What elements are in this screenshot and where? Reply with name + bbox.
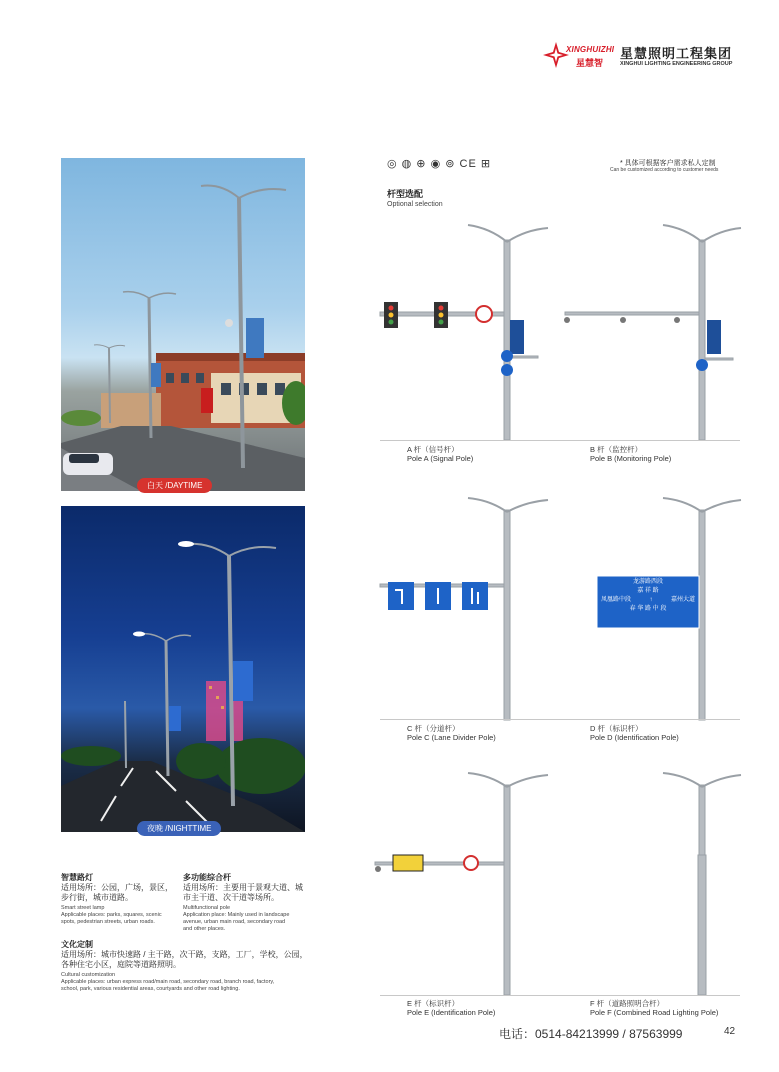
culture-places-en-2: school, park, various residential areas, courtyards and other road lighting. xyxy=(61,986,240,992)
nighttime-photo xyxy=(61,506,305,832)
pole-d-label-en: Pole D (Identification Pole) xyxy=(590,733,679,742)
daytime-photo xyxy=(61,158,305,491)
optional-title-cn: 杆型选配 xyxy=(387,189,424,199)
pole-d-ground xyxy=(565,719,740,720)
pole-c-label-cn: C 杆（分道杆） xyxy=(407,724,460,733)
sign-d-arrow-icon: ↑ xyxy=(649,597,653,603)
brand-name-en: XINGHUIZHI xyxy=(566,45,615,54)
nighttime-tag: 夜晚 /NIGHTTIME xyxy=(137,821,221,836)
page-number: 42 xyxy=(724,1026,736,1037)
pole-b-drawing xyxy=(565,220,745,440)
pole-e-label-cn: E 杆（标识杆） xyxy=(407,999,460,1008)
multi-pole-places-1: 适用场所：主要用于景观大道、城 xyxy=(183,883,303,892)
pole-b-label-en: Pole B (Monitoring Pole) xyxy=(590,454,672,463)
smart-lamp-title-en: Smart street lamp xyxy=(61,905,105,911)
pole-f-ground xyxy=(565,995,740,996)
pole-f-label-en: Pole F (Combined Road Lighting Pole) xyxy=(590,1008,719,1017)
culture-places-en-1: Applicable places: urban express road/main road, secondary road, branch road, factory, xyxy=(61,979,275,985)
sign-d-line2: 嘉 祥 路 xyxy=(637,588,659,594)
pole-c-drawing xyxy=(380,500,570,720)
pole-b-ground xyxy=(565,440,740,441)
smart-lamp-places-en-1: Applicable places: parks, squares, scenic xyxy=(61,912,162,918)
pole-a-drawing xyxy=(380,220,570,440)
footer-phone: 电话：0514-84213999 / 87563999 xyxy=(499,1027,683,1041)
pole-f-label-cn: F 杆（道路照明合杆） xyxy=(590,999,665,1008)
sign-d-line1: 龙游路西段 xyxy=(632,579,663,585)
sign-d-line4: 春 华 路 中 段 xyxy=(629,606,667,612)
smart-lamp-places-en-2: spots, pedestrian streets, urban roads. xyxy=(61,919,155,925)
pole-c-ground xyxy=(380,719,570,720)
multi-pole-places-en-2: avenue, urban main road, secondary road xyxy=(183,919,286,925)
culture-title-en: Cultural customization xyxy=(61,972,116,978)
optional-title-en: Optional selection xyxy=(387,201,443,208)
group-name-en: XINGHUI LIGHTING ENGINEERING GROUP xyxy=(620,61,733,67)
brand-name-cn: 星慧智 xyxy=(576,58,604,68)
multi-pole-places-en-3: and other places. xyxy=(183,926,226,932)
multi-pole-places-2: 市主干道、次干道等场所。 xyxy=(183,893,279,902)
custom-note-cn: * 具体可根据客户需求私人定制 xyxy=(620,160,716,167)
pole-a-label-en: Pole A (Signal Pole) xyxy=(407,454,474,463)
pole-b-label-cn: B 杆（监控杆） xyxy=(590,445,643,454)
pole-f-drawing xyxy=(565,775,745,995)
culture-title: 文化定制 xyxy=(61,940,93,949)
daytime-tag: 白天 /DAYTIME xyxy=(137,478,212,493)
smart-lamp-places-1: 适用场所：公园，广场，景区， xyxy=(61,883,173,892)
nighttime-scene xyxy=(61,506,305,832)
pole-e-ground xyxy=(380,995,570,996)
multi-pole-title: 多功能综合杆 xyxy=(183,873,231,882)
pole-a-ground xyxy=(380,440,570,441)
pole-c-label-en: Pole C (Lane Divider Pole) xyxy=(407,733,496,742)
custom-note-en: Can be customized according to customer needs xyxy=(610,167,719,173)
smart-lamp-title: 智慧路灯 xyxy=(61,873,93,882)
culture-places-2: 各种住宅小区，庭院等道路照明。 xyxy=(61,960,181,969)
pole-e-label-en: Pole E (Identification Pole) xyxy=(407,1008,496,1017)
sign-d-text xyxy=(597,578,699,614)
multi-pole-places-en-1: Application place: Mainly used in landscape xyxy=(183,912,290,918)
certification-icons: ◎ ◍ ⊕ ◉ ⊚ CE ⊞ xyxy=(387,158,492,170)
daytime-scene xyxy=(61,158,305,491)
sign-d-line3-left: 凤凰路中段 xyxy=(601,597,632,603)
pole-d-label-cn: D 杆（标识杆） xyxy=(590,724,643,733)
group-name-cn: 星慧照明工程集团 xyxy=(620,46,733,61)
sign-d-line3-right: 嘉州大道 xyxy=(670,597,695,603)
pole-e-drawing xyxy=(375,775,570,995)
pole-a-label-cn: A 杆（信号杆） xyxy=(407,445,459,454)
smart-lamp-places-2: 步行街，城市道路。 xyxy=(61,893,133,902)
culture-places-1: 适用场所：城市快速路 / 主干路，次干路，支路，工厂，学校，公园， xyxy=(61,950,308,959)
multi-pole-title-en: Multifunctional pole xyxy=(183,905,231,911)
